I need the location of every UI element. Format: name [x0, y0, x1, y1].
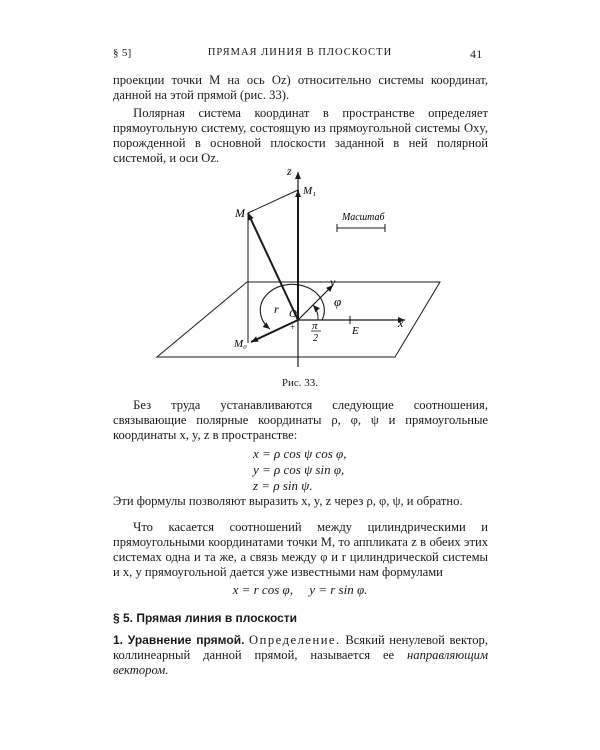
vector-om: [248, 213, 298, 320]
definition-word: Определение.: [249, 633, 341, 647]
label-m1: M₁: [303, 185, 316, 197]
label-e: E: [352, 325, 359, 337]
definition-text: Всякий ненулевой вектор, коллинеарный данной прямой, называется ее: [113, 633, 488, 662]
page-number: 41: [470, 47, 483, 61]
header-section-ref: § 5]: [113, 47, 132, 59]
label-x: x: [398, 316, 404, 330]
phi-arc: [313, 305, 318, 320]
subsection-1: [113, 633, 488, 678]
paragraph-4: Эти формулы позволяют выразить x, y, z через ρ, φ, ψ, и обратно.: [113, 494, 463, 508]
header-title: ПРЯМАЯ ЛИНИЯ В ПЛОСКОСТИ: [207, 47, 393, 58]
label-o: O: [289, 308, 297, 320]
equation-cylindrical: x = r cos φ, y = r sin φ.: [232, 582, 368, 597]
label-phi: φ: [334, 294, 342, 309]
paragraph-5: Что касается соотношений между цилиндрическими и прямоугольными координатами точки M, то аппликата z в обеих этих системах одна и та же, а связь между φ и r цилиндрической системы и x, y прямоугольной дается уже известными нам формулами: [113, 520, 488, 579]
paragraph-1: проекции точки M на ось Oz) относительно системы координат, данной на этой прямой (рис. 33).: [113, 73, 488, 102]
label-m0: M₀: [234, 338, 247, 350]
subsection-heading: 1. Уравнение прямой.: [113, 633, 245, 647]
equation-y: y = ρ cos ψ sin φ,: [253, 462, 345, 477]
plus-sign: +: [290, 322, 296, 332]
equations-block: [253, 446, 346, 494]
label-y: y: [330, 275, 336, 289]
section-title: § 5. Прямая линия в плоскости: [113, 611, 298, 625]
definition-term: направляющим вектором.: [113, 648, 488, 677]
equation-x: x = ρ cos ψ cos φ,: [253, 446, 347, 461]
y-axis: [298, 285, 333, 320]
label-m: M: [235, 206, 245, 220]
label-r: r: [274, 302, 279, 316]
figure-caption: Рис. 33.: [281, 377, 319, 389]
paragraph-2: Полярная система координат в пространстве определяет прямоугольную систему, состоящую из прямоугольной системы Oxy, порожденной в основной плоскости заданной в ней полярной системой, и оси Oz.: [113, 106, 488, 165]
label-pi-den: 2: [313, 333, 318, 344]
equation-z: z = ρ sin ψ.: [253, 478, 313, 493]
paragraph-3: Без труда устанавливаются следующие соотношения, связывающие полярные координаты ρ, φ, ψ и прямоугольные координаты x, y, z в пространстве:: [113, 398, 488, 442]
label-pi: π: [312, 320, 318, 332]
label-scale: Масштаб: [342, 212, 385, 223]
m-m1-line: [248, 190, 298, 213]
label-z: z: [287, 164, 292, 178]
